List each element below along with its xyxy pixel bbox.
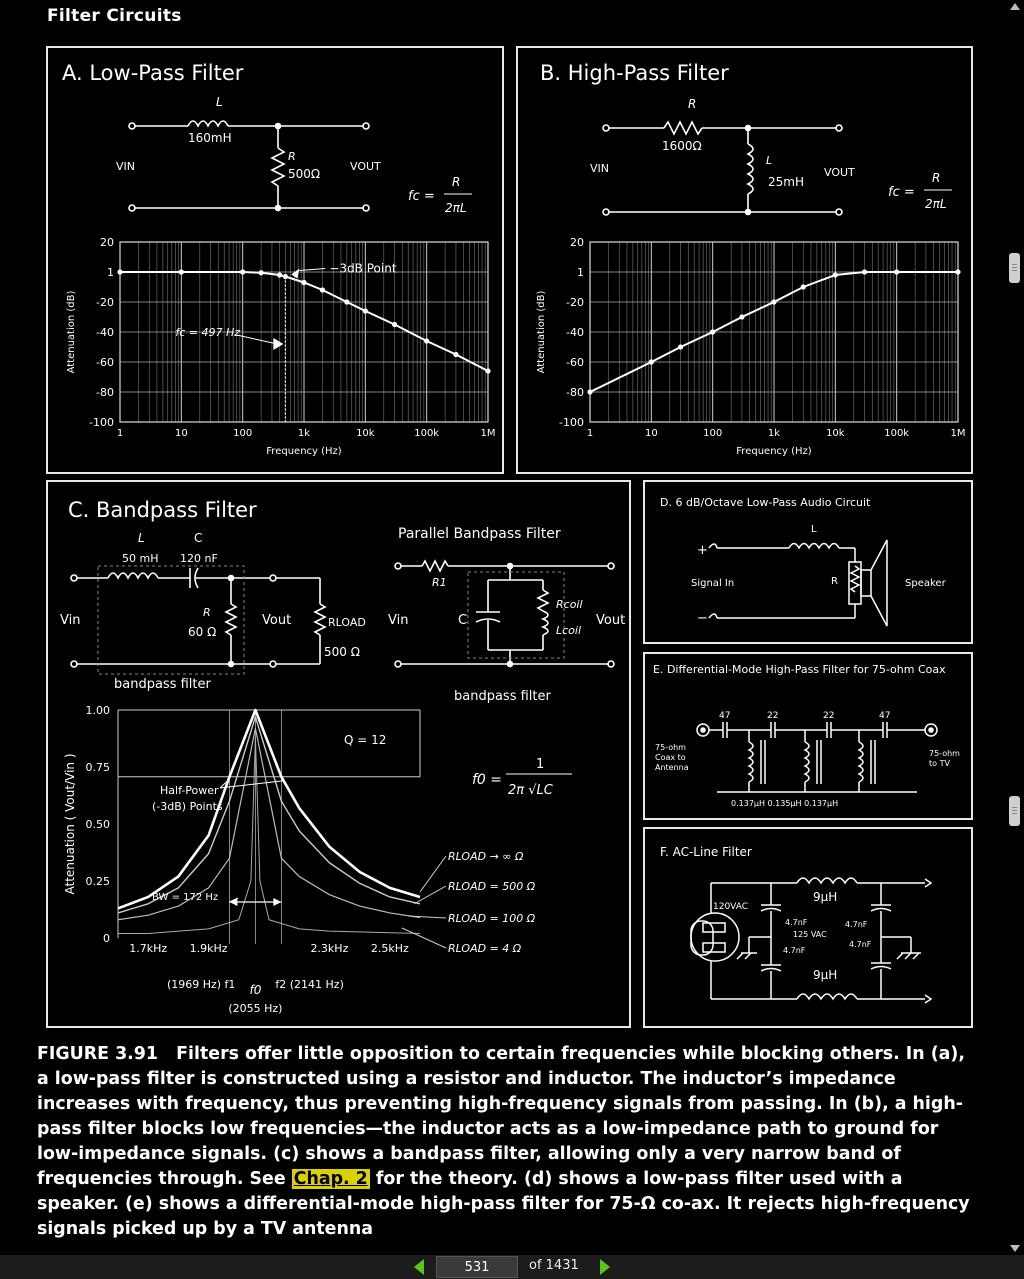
c-f0-value: (2055 Hz) bbox=[228, 1002, 283, 1015]
c-p-r1: R1 bbox=[432, 576, 447, 589]
a-xtick-label: 10 bbox=[174, 428, 188, 439]
b-ytick-label: -20 bbox=[566, 296, 584, 309]
b-data-point bbox=[894, 269, 899, 274]
b-data-point bbox=[710, 329, 715, 334]
c-parallel-title: Parallel Bandpass Filter bbox=[398, 526, 561, 542]
caption-text-before-link: Filters offer little opposition to certain frequencies while blocking others. In (a), a low-pass filter is constructed using a resistor and inductor. The inductor’s impedance increases with frequency, thus preventing high-frequency signals from passing. In (b), a high-pass filter blocks low frequencies—the inductor acts as a low-impedance path to ground for low-impedance signals. (c) shows a bandpass filter, allowing only a very narrow band of frequencies through. See bbox=[37, 1044, 965, 1189]
a-l-label: L bbox=[216, 95, 223, 109]
c-vin: Vin bbox=[60, 613, 81, 628]
c-p-vout: Vout bbox=[596, 613, 626, 628]
a-vout: VOUT bbox=[350, 160, 381, 173]
bandpass-response-chart bbox=[48, 704, 629, 1024]
b-xtick-label: 10 bbox=[644, 428, 658, 439]
e-right-label-2: to TV bbox=[929, 759, 950, 768]
c-rload-legend-label: RLOAD = 500 Ω bbox=[448, 880, 536, 893]
a-data-point bbox=[363, 308, 368, 313]
d-r-label: R bbox=[831, 576, 838, 587]
a-ytick-label: -40 bbox=[96, 326, 114, 339]
c-f0-marker-label: f0 bbox=[249, 983, 262, 997]
a-data-point bbox=[453, 352, 458, 357]
a-ylabel: Attenuation (dB) bbox=[66, 290, 77, 374]
a-xtick-label: 100k bbox=[414, 428, 440, 439]
c-ytick-label: 0.75 bbox=[85, 761, 110, 774]
previous-page-icon[interactable] bbox=[414, 1259, 424, 1275]
c-f0-num: 1 bbox=[536, 757, 545, 772]
b-ytick-label: -60 bbox=[566, 356, 584, 369]
c-rload-legend-label: RLOAD → ∞ Ω bbox=[448, 850, 524, 863]
c-p-c: C bbox=[458, 613, 468, 628]
coax-highpass-circuit bbox=[645, 654, 971, 818]
c-l-label: L bbox=[138, 531, 145, 545]
ac-line-filter-circuit bbox=[645, 829, 971, 1026]
b-ylabel: Attenuation (dB) bbox=[536, 290, 547, 374]
a-ytick-label: 1 bbox=[107, 266, 114, 279]
c-xtick-label: 1.9kHz bbox=[189, 942, 228, 955]
c-rload-legend-leader bbox=[414, 886, 446, 904]
caption-text-after-link: for the theory. (d) shows a low-pass filter used with a speaker. (e) shows a differential-mode high-pass filter for 75-Ω co-ax. It rejects high-frequency signals picked up by a TV antenna bbox=[37, 1169, 970, 1239]
a-fc-label: fc = 497 Hz bbox=[175, 326, 241, 339]
c-half-power-label: (-3dB) Points bbox=[152, 800, 223, 813]
b-r-value: 1600Ω bbox=[662, 139, 702, 153]
c-c-label: C bbox=[194, 531, 203, 545]
a-point-label: −3dB Point bbox=[329, 261, 397, 276]
c-f2-label: f2 (2141 Hz) bbox=[275, 978, 344, 991]
e-cap-1: 47 bbox=[719, 711, 731, 721]
e-left-label-1: 75-ohm bbox=[655, 743, 686, 752]
c-rload: RLOAD bbox=[328, 616, 366, 629]
f-l-top: 9μH bbox=[813, 890, 838, 904]
panel-c-title: C. Bandpass Filter bbox=[68, 498, 257, 522]
c-half-power-label: Half-Power bbox=[160, 784, 219, 797]
scroll-thumb-top[interactable] bbox=[1009, 253, 1020, 283]
f-c-mid: 125 VAC bbox=[793, 930, 827, 939]
a-fc-arrow bbox=[273, 338, 283, 350]
b-ytick-label: -40 bbox=[566, 326, 584, 339]
c-r-label: R bbox=[203, 606, 211, 619]
panel-bandpass bbox=[46, 480, 631, 1028]
chapter-link[interactable]: Chap. 2 bbox=[293, 1169, 368, 1189]
a-r-value: 500Ω bbox=[288, 167, 321, 181]
c-xtick-label: 2.3kHz bbox=[310, 942, 349, 955]
d-l-label: L bbox=[811, 524, 817, 535]
a-data-point bbox=[259, 270, 264, 275]
c-ylabel: Attenuation ( Vout/Vin ) bbox=[63, 753, 77, 895]
a-xtick-label: 1k bbox=[297, 428, 311, 439]
panel-low-pass bbox=[46, 46, 504, 474]
c-p-rcoil: Rcoil bbox=[556, 598, 583, 611]
a-data-point bbox=[424, 338, 429, 343]
b-data-point bbox=[649, 359, 654, 364]
figure-caption bbox=[37, 1042, 977, 1242]
a-data-point bbox=[392, 322, 397, 327]
page-header: Filter Circuits bbox=[47, 6, 182, 26]
c-ytick-label: 0.50 bbox=[85, 818, 110, 831]
c-bw-arrow bbox=[229, 898, 237, 906]
a-ytick-label: 20 bbox=[100, 236, 114, 249]
c-p-lcoil: Lcoil bbox=[556, 624, 582, 637]
caption-label: FIGURE 3.91 bbox=[37, 1044, 158, 1064]
c-ytick-label: 0 bbox=[103, 932, 110, 945]
b-fc-den: 2πL bbox=[925, 197, 947, 211]
d-signal-in: Signal In bbox=[691, 578, 735, 589]
c-series-line bbox=[118, 737, 420, 933]
a-point-leader bbox=[299, 269, 325, 271]
total-pages: of 1431 bbox=[529, 1258, 579, 1273]
b-data-point bbox=[739, 314, 744, 319]
c-ytick-label: 0.25 bbox=[85, 875, 110, 888]
panel-d-title: D. 6 dB/Octave Low-Pass Audio Circuit bbox=[660, 496, 871, 509]
b-data-point bbox=[955, 269, 960, 274]
c-xtick-label: 2.5kHz bbox=[370, 942, 409, 955]
c-rload-legend-leader bbox=[420, 856, 446, 892]
b-data-point bbox=[833, 272, 838, 277]
low-pass-response-chart bbox=[48, 236, 502, 472]
c-rload-legend-label: RLOAD = 100 Ω bbox=[448, 912, 536, 925]
panel-ac-line-filter bbox=[643, 827, 973, 1028]
a-data-point bbox=[344, 299, 349, 304]
c-rload-legend-label: RLOAD = 4 Ω bbox=[448, 942, 522, 955]
b-fc: fc = bbox=[888, 185, 915, 200]
c-bandpass-label-1: bandpass filter bbox=[114, 677, 211, 692]
scroll-down-icon[interactable] bbox=[1010, 1245, 1020, 1252]
d-plus: + bbox=[697, 543, 708, 558]
b-data-point bbox=[678, 344, 683, 349]
b-r-label: R bbox=[688, 97, 697, 111]
b-xlabel: Frequency (Hz) bbox=[736, 446, 812, 457]
e-cap-3: 22 bbox=[823, 711, 835, 721]
a-data-point bbox=[277, 272, 282, 277]
e-right-label-1: 75-ohm bbox=[929, 749, 960, 758]
panel-high-pass bbox=[516, 46, 973, 474]
a-data-point bbox=[117, 269, 122, 274]
c-p-vin: Vin bbox=[388, 613, 409, 628]
b-fc-num: R bbox=[932, 171, 941, 185]
d-speaker: Speaker bbox=[905, 578, 946, 589]
a-fc: fc = bbox=[408, 189, 435, 204]
audio-lowpass-circuit bbox=[645, 482, 971, 642]
a-data-point bbox=[240, 269, 245, 274]
c-vout: Vout bbox=[262, 613, 292, 628]
c-q-label: Q = 12 bbox=[344, 733, 387, 747]
c-c-value: 120 nF bbox=[180, 552, 218, 565]
a-vin: VIN bbox=[116, 160, 135, 173]
b-xtick-label: 10k bbox=[826, 428, 845, 439]
panel-f-title: F. AC-Line Filter bbox=[660, 845, 752, 859]
panel-audio-lowpass bbox=[643, 480, 973, 644]
c-f0: f0 = bbox=[472, 772, 503, 788]
c-f1-label: (1969 Hz) f1 bbox=[166, 978, 236, 991]
b-data-point bbox=[587, 389, 592, 394]
b-xtick-label: 1M bbox=[950, 428, 966, 439]
vertical-scrollbar[interactable] bbox=[1006, 0, 1024, 1255]
a-l-value: 160mH bbox=[188, 131, 232, 145]
a-ytick-label: -100 bbox=[89, 416, 114, 429]
c-r-value: 60 Ω bbox=[188, 625, 217, 639]
f-l-bottom: 9μH bbox=[813, 968, 838, 982]
next-page-icon[interactable] bbox=[600, 1259, 610, 1275]
c-ytick-label: 1.00 bbox=[85, 704, 110, 717]
f-vac: 120VAC bbox=[713, 902, 749, 912]
a-xtick-label: 10k bbox=[356, 428, 375, 439]
f-c-label-4: 4.7nF bbox=[783, 946, 806, 955]
panel-b-title: B. High-Pass Filter bbox=[540, 61, 729, 85]
c-l-value: 50 mH bbox=[122, 552, 159, 565]
f-c-label-2: 4.7nF bbox=[845, 920, 868, 929]
b-xtick-label: 100k bbox=[884, 428, 910, 439]
a-fc-den: 2πL bbox=[445, 201, 467, 215]
panel-e-title: E. Differential-Mode High-Pass Filter for 75-ohm Coax bbox=[653, 663, 946, 676]
a-data-point bbox=[301, 280, 306, 285]
a-ytick-label: -60 bbox=[96, 356, 114, 369]
scroll-thumb-lower[interactable] bbox=[1009, 796, 1020, 826]
c-bw-arrow bbox=[273, 898, 281, 906]
c-xtick-label: 1.7kHz bbox=[129, 942, 168, 955]
a-xtick-label: 100 bbox=[233, 428, 253, 439]
b-ytick-label: 20 bbox=[570, 236, 584, 249]
e-cap-4: 47 bbox=[879, 711, 891, 721]
a-data-point bbox=[320, 287, 325, 292]
a-fc-num: R bbox=[452, 175, 461, 189]
b-data-point bbox=[801, 284, 806, 289]
c-f0-den: 2π √LC bbox=[508, 783, 553, 798]
b-xtick-label: 1k bbox=[767, 428, 781, 439]
b-xtick-label: 100 bbox=[703, 428, 723, 439]
b-ytick-label: 1 bbox=[577, 266, 584, 279]
b-data-point bbox=[862, 269, 867, 274]
c-bw-label: BW = 172 Hz bbox=[152, 892, 219, 903]
panel-coax-highpass bbox=[643, 652, 973, 820]
f-c-label-1: 4.7nF bbox=[785, 918, 808, 927]
b-l-label: L bbox=[766, 154, 773, 167]
page-navigation-bar bbox=[0, 1255, 1024, 1279]
b-vin: VIN bbox=[590, 162, 609, 175]
a-data-point bbox=[179, 269, 184, 274]
a-xtick-label: 1 bbox=[116, 428, 124, 439]
e-inductors: 0.137μH 0.135μH 0.137μH bbox=[731, 799, 839, 808]
f-c-label-3: 4.7nF bbox=[849, 940, 872, 949]
a-xtick-label: 1M bbox=[480, 428, 496, 439]
b-xtick-label: 1 bbox=[586, 428, 594, 439]
a-data-point bbox=[485, 368, 490, 373]
d-minus: − bbox=[697, 611, 708, 626]
b-l-value: 25mH bbox=[768, 175, 804, 189]
b-ytick-label: -80 bbox=[566, 386, 584, 399]
e-left-label-2: Coax to bbox=[655, 753, 686, 762]
c-bandpass-label-2: bandpass filter bbox=[454, 689, 551, 704]
scroll-up-icon[interactable] bbox=[1010, 3, 1020, 10]
a-xlabel: Frequency (Hz) bbox=[266, 446, 342, 457]
e-cap-2: 22 bbox=[767, 711, 779, 721]
a-ytick-label: -20 bbox=[96, 296, 114, 309]
c-rload-value: 500 Ω bbox=[324, 645, 360, 659]
a-r-label: R bbox=[288, 150, 296, 163]
a-ytick-label: -80 bbox=[96, 386, 114, 399]
b-ytick-label: -100 bbox=[559, 416, 584, 429]
page-number-input[interactable] bbox=[436, 1256, 518, 1278]
panel-a-title: A. Low-Pass Filter bbox=[62, 61, 244, 85]
b-vout: VOUT bbox=[824, 166, 855, 179]
e-left-label-3: Antenna bbox=[655, 763, 689, 772]
b-data-point bbox=[771, 299, 776, 304]
high-pass-response-chart bbox=[518, 236, 971, 472]
